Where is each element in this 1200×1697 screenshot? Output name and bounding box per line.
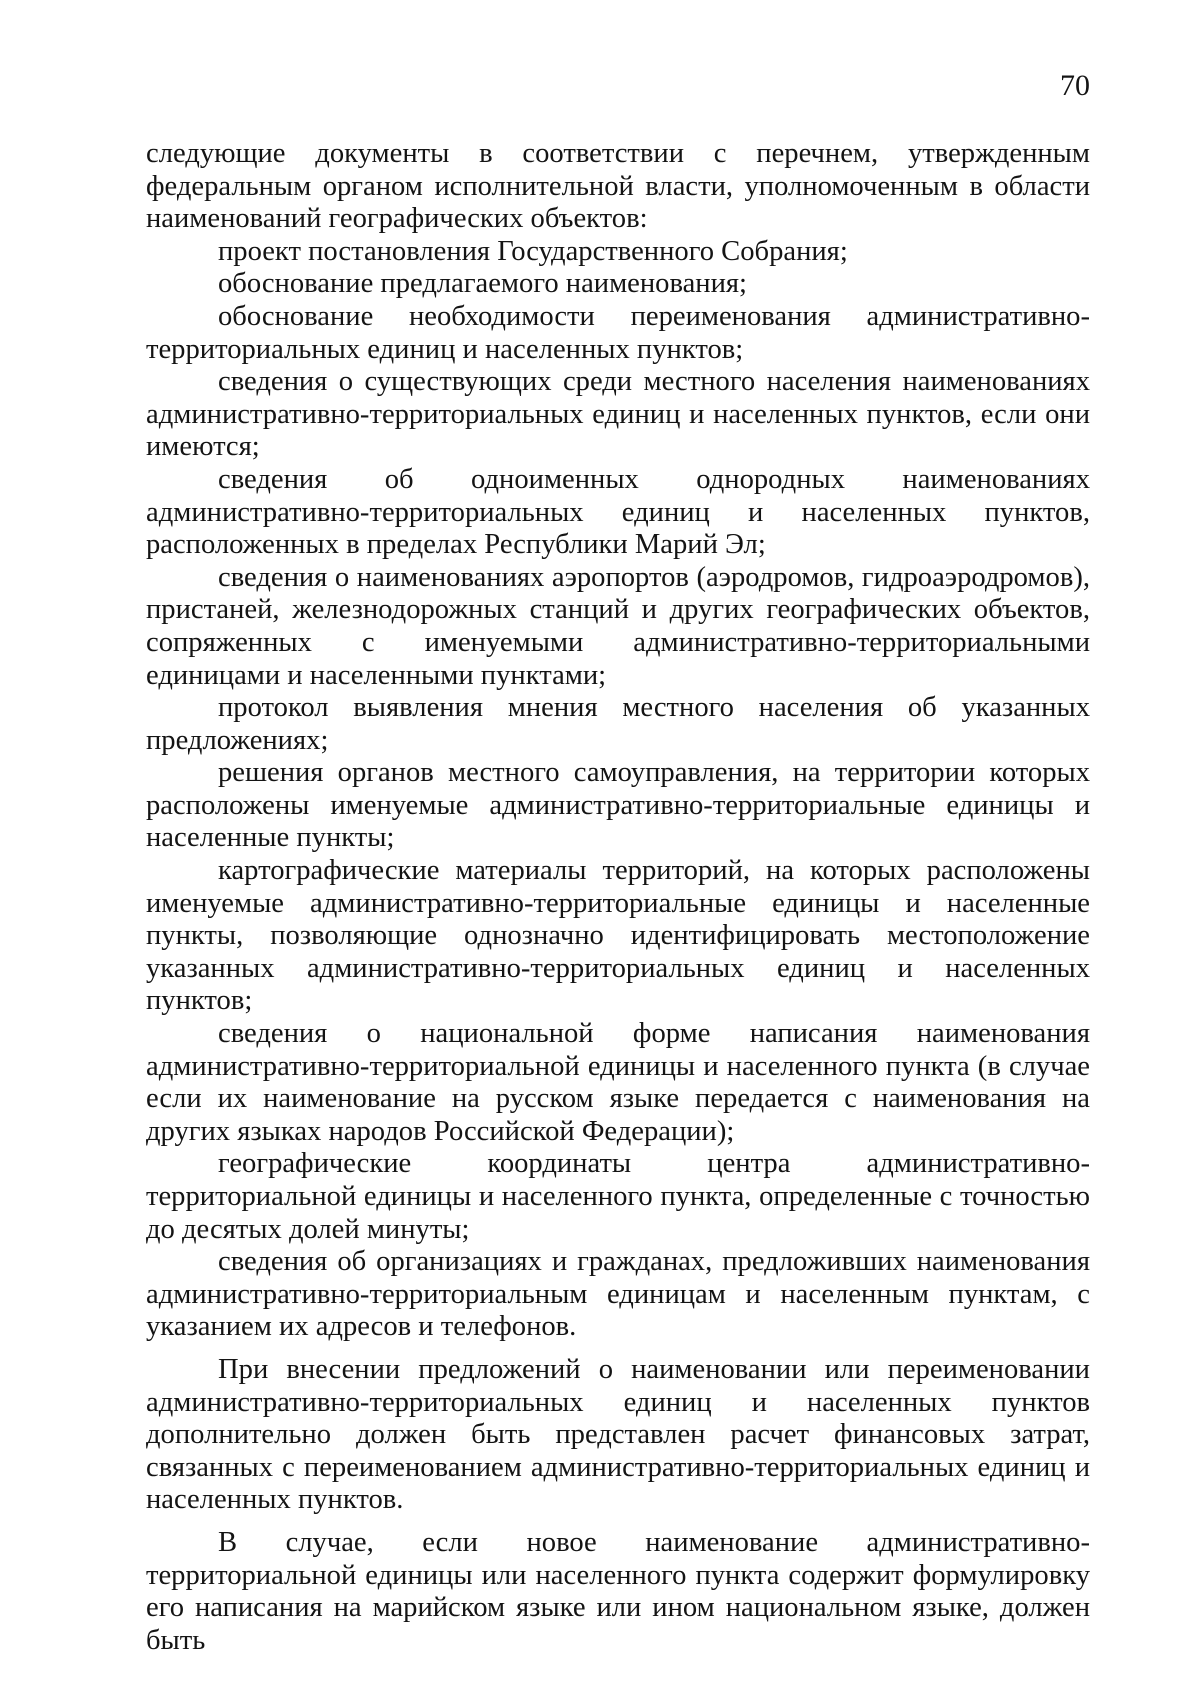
list-item-name-justification: обоснование предлагаемого наименования; [218, 268, 747, 300]
list-item-related-objects: сведения о наименованиях аэропортов (аэродромов, гидроаэродромов), пристаней, железнодорожных станций и других географических объектов, сопряженных с именуемыми административно-территориальными единицами и населенными пунктами; [146, 561, 1090, 691]
list-item-local-names: сведения о существующих среди местного населения наименованиях административно-территориальных единиц и населенных пунктов, если они имеются; [146, 366, 1090, 463]
list-item-renaming-justification: обоснование необходимости переименования административно-территориальных единиц и населенных пунктов; [146, 300, 1090, 365]
list-item-coordinates: географические координаты центра административно-территориальной единицы и населенного пункта, определенные с точностью до десятых долей минуты; [146, 1148, 1090, 1245]
page-number: 70 [1060, 69, 1090, 102]
paragraph-national-language: В случае, если новое наименование административно-территориальной единицы или населенного пункта содержит формулировку его написания на марийском языке или ином национальном языке, должен быть [146, 1526, 1090, 1656]
list-item-national-form: сведения о национальной форме написания наименования административно-территориальной единицы и населенного пункта (в случае если их наименование на русском языке передается с наименования на других языках народов Российской Федерации); [146, 1018, 1090, 1147]
list-item-opinion-protocol: протокол выявления мнения местного населения об указанных предложениях; [146, 692, 1090, 756]
list-item-cartographic-materials: картографические материалы территорий, на которых расположены именуемые административно-территориальные единицы и населенные пункты, позволяющие однозначно идентифицировать местоположение указанных административно-территориальных единиц и населенных пунктов; [146, 855, 1090, 1017]
list-item-draft-resolution: проект постановления Государственного Собрания; [218, 235, 848, 267]
paragraph-intro: следующие документы в соответствии с перечнем, утвержденным федеральным органом исполнительной власти, уполномоченным в области наименований географических объектов: [146, 138, 1090, 235]
list-item-municipal-decisions: решения органов местного самоуправления, на территории которых расположены именуемые административно-территориальные единицы и населенные пункты; [146, 757, 1090, 854]
paragraph-financial-costs: При внесении предложений о наименовании или переименовании административно-территориальных единиц и населенных пунктов дополнительно должен быть представлен расчет финансовых затрат, связанных с переименованием административно-территориальных единиц и населенных пунктов. [146, 1353, 1090, 1516]
list-item-proposers: сведения об организациях и гражданах, предложивших наименования административно-территориальным единицам и населенным пунктам, с указанием их адресов и телефонов. [146, 1246, 1090, 1343]
document-body [146, 138, 1090, 1657]
list-item-homonymous-names: сведения об одноименных однородных наименованиях административно-территориальных единиц и населенных пунктов, расположенных в пределах Республики Марий Эл; [146, 463, 1090, 561]
